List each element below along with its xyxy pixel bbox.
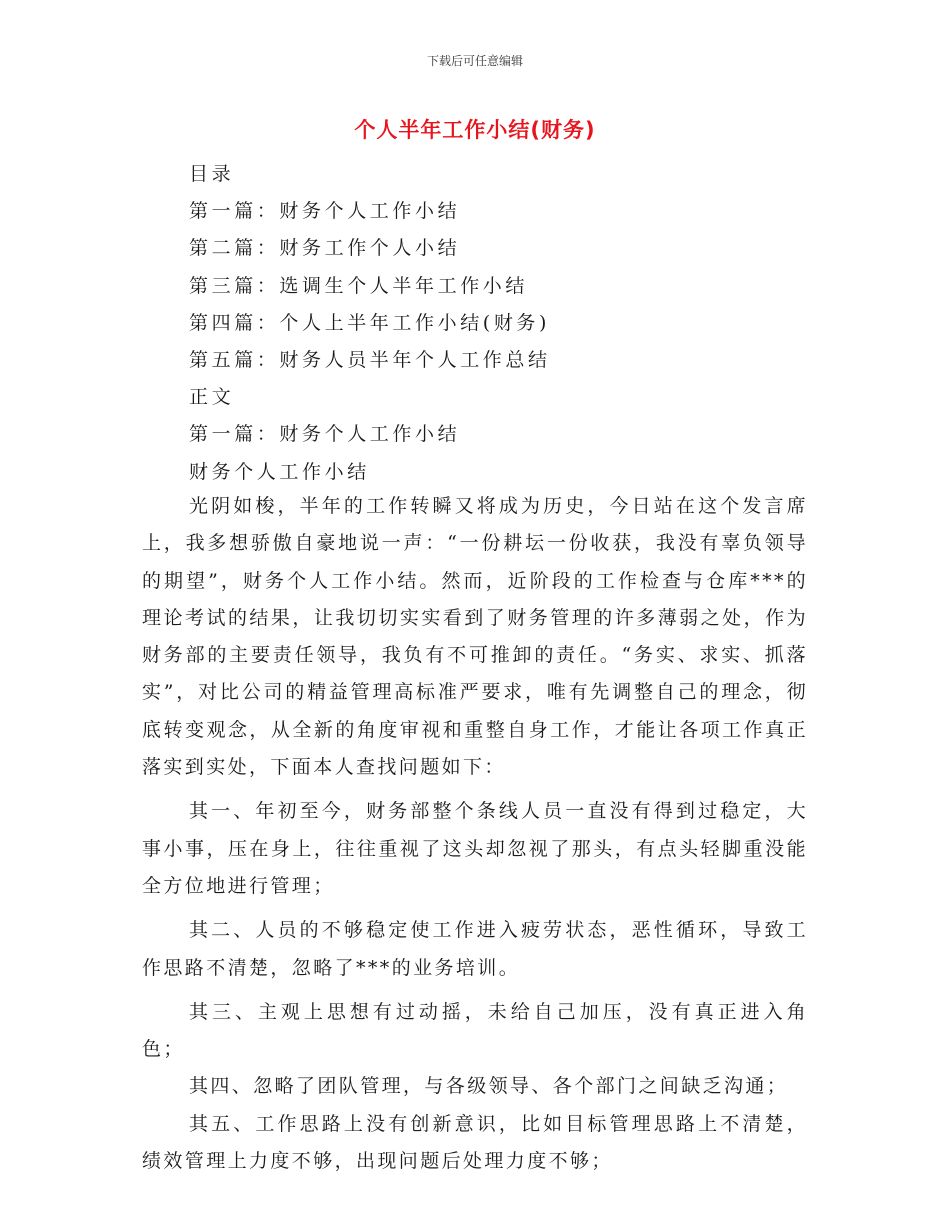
paragraph: 其一、年初至今，财务部整个条线人员一直没有得到过稳定，大事小事，压在身上，往往重视了这头却忽视了那头，有点头轻脚重没能全方位地进行管理； bbox=[142, 800, 808, 897]
toc-item: 第四篇：个人上半年工作小结(财务) bbox=[189, 311, 551, 334]
toc-heading: 目录 bbox=[189, 163, 235, 185]
paragraph: 其四、忽略了团队管理，与各级领导、各个部门之间缺乏沟通； bbox=[189, 1075, 789, 1098]
table-of-contents bbox=[189, 156, 551, 491]
paragraph: 其二、人员的不够稳定使工作进入疲劳状态，恶性循环，导致工作思路不清楚，忽略了***的业务培训。 bbox=[142, 919, 808, 979]
toc-item: 第一篇：财务个人工作小结 bbox=[189, 200, 461, 223]
paragraph: 其五、工作思路上没有创新意识，比如目标管理思路上不清楚，绩效管理上力度不够，出现问题后处理力度不够； bbox=[142, 1112, 808, 1173]
document-title: 个人半年工作小结(财务) bbox=[354, 118, 596, 142]
section-heading: 第一篇：财务个人工作小结 bbox=[189, 423, 461, 446]
section-subheading: 财务个人工作小结 bbox=[189, 460, 370, 483]
paragraph: 光阴如梭，半年的工作转瞬又将成为历史，今日站在这个发言席上，我多想骄傲自豪地说一声：“一份耕坛一份收获，我没有辜负领导的期望”，财务个人工作小结。然而，近阶段的工作检查与仓库***的理论考试的结果，让我切切实实看到了财务管理的许多薄弱之处，作为财务部的主要责任领导，我负有不可推卸的责任。“务实、求实、抓落实”，对比公司的精益管理高标准严要求，唯有先调整自己的理念，彻底转变观念，从全新的角度审视和重整自身工作，才能让各项工作真正落实到实处，下面本人查找问题如下： bbox=[142, 495, 808, 779]
page-header: 下载后可任意编辑 bbox=[426, 54, 523, 68]
toc-item: 第五篇：财务人员半年个人工作总结 bbox=[189, 349, 551, 372]
body-heading: 正文 bbox=[189, 386, 235, 409]
toc-item: 第三篇：选调生个人半年工作小结 bbox=[189, 274, 529, 297]
toc-item: 第二篇：财务工作个人小结 bbox=[189, 237, 461, 260]
paragraph: 其三、主观上思想有过动摇，未给自己加压，没有真正进入角色； bbox=[142, 1000, 808, 1061]
document-body bbox=[142, 488, 808, 1180]
